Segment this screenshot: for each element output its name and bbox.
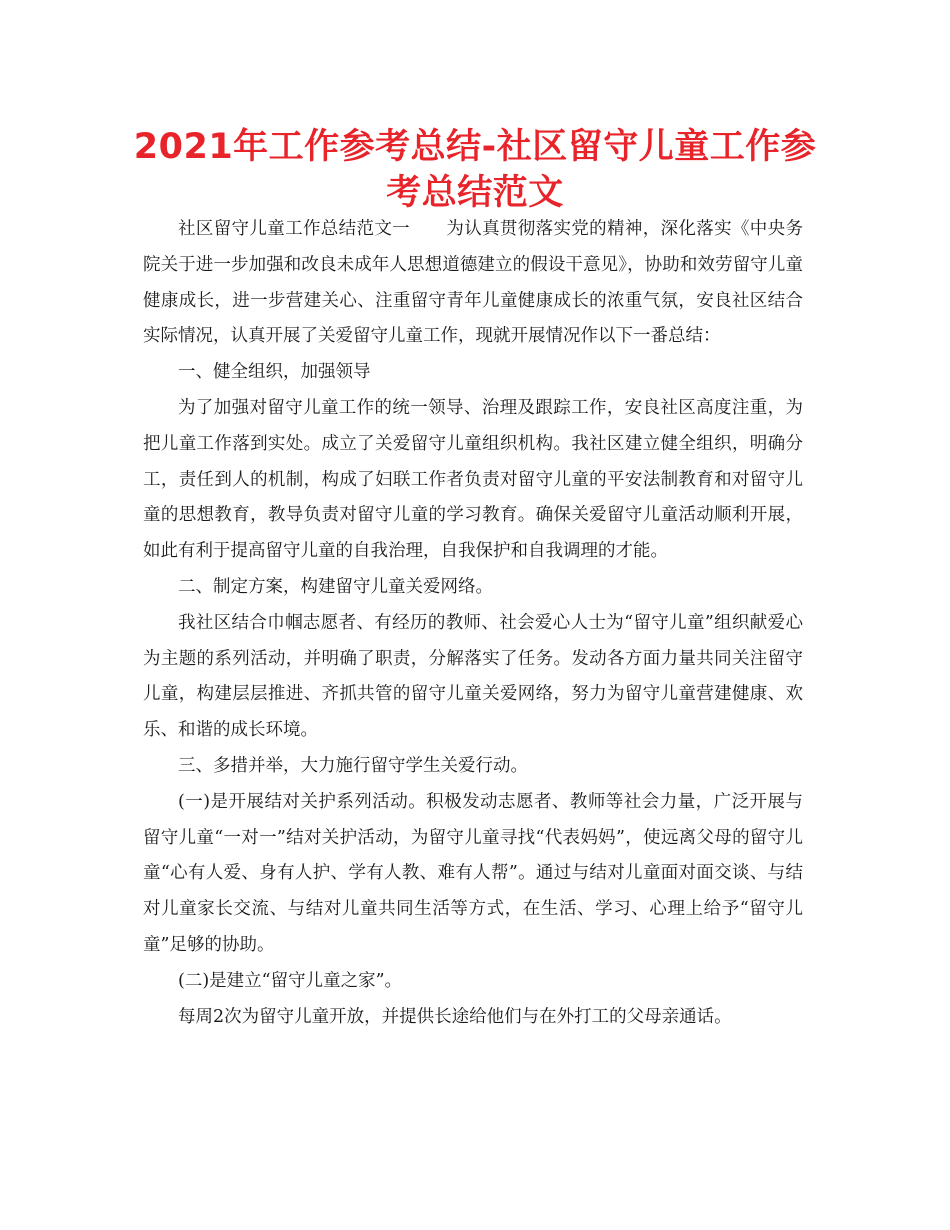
section-heading-3: 三、多措并举，大力施行留守学生关爱行动。 [178, 755, 528, 776]
sub-heading-2: (二)是建立“留守儿童之家”。 [178, 970, 403, 991]
section-heading-2: 二、制定方案，构建留守儿童关爱网络。 [178, 576, 493, 597]
document-title: 2021年工作参考总结-社区留守儿童工作参考总结范文 [133, 127, 817, 213]
body-paragraph-1: 为了加强对留守儿童工作的统一领导、治理及跟踪工作，安良社区高度注重，为把儿童工作落到实处。成立了关爱留守儿童组织机构。我社区建立健全组织，明确分工，责任到人的机制，构成了妇联工作者负责对留守儿童的平安法制教育和对留守儿童的思想教育，教导负责对留守儿童的学习教育。确保关爱留守儿童活动顺利开展，如此有利于提高留守儿童的自我治理，自我保护和自我调理的才能。 [143, 397, 803, 562]
document-body [143, 212, 803, 1035]
intro-text: 为认真贯彻落实党的精神，深化落实《中央务院关于进一步加强和改良未成年人思想道德建立的假设干意见》，协助和效劳留守儿童健康成长，进一步营建关心、注重留守青年儿童健康成长的浓重气氛，安良社区结合实际情况，认真开展了关爱留守儿童工作，现就开展情况作以下一番总结： [143, 219, 803, 347]
intro-label: 社区留守儿童工作总结范文一 [178, 219, 411, 239]
body-paragraph-4: 每周2次为留守儿童开放，并提供长途给他们与在外打工的父母亲通话。 [178, 1006, 732, 1027]
body-paragraph-3: (一)是开展结对关护系列活动。积极发动志愿者、教师等社会力量，广泛开展与留守儿童“一对一”结对关护活动，为留守儿童寻找“代表妈妈”，使远离父母的留守儿童“心有人爱、身有人护、学有人教、难有人帮”。通过与结对儿童面对面交谈、与结对儿童家长交流、与结对儿童共同生活等方式，在生活、学习、心理上给予“留守儿童”足够的协助。 [143, 791, 803, 955]
intro-paragraph [143, 212, 803, 355]
section-heading-1: 一、健全组织，加强领导 [178, 362, 371, 383]
body-paragraph-2: 我社区结合巾帼志愿者、有经历的教师、社会爱心人士为“留守儿童”组织献爱心为主题的系列活动，并明确了职责，分解落实了任务。发动各方面力量共同关注留守儿童，构建层层推进、齐抓共管的留守儿童关爱网络，努力为留守儿童营建健康、欢乐、和谐的成长环境。 [143, 612, 803, 741]
